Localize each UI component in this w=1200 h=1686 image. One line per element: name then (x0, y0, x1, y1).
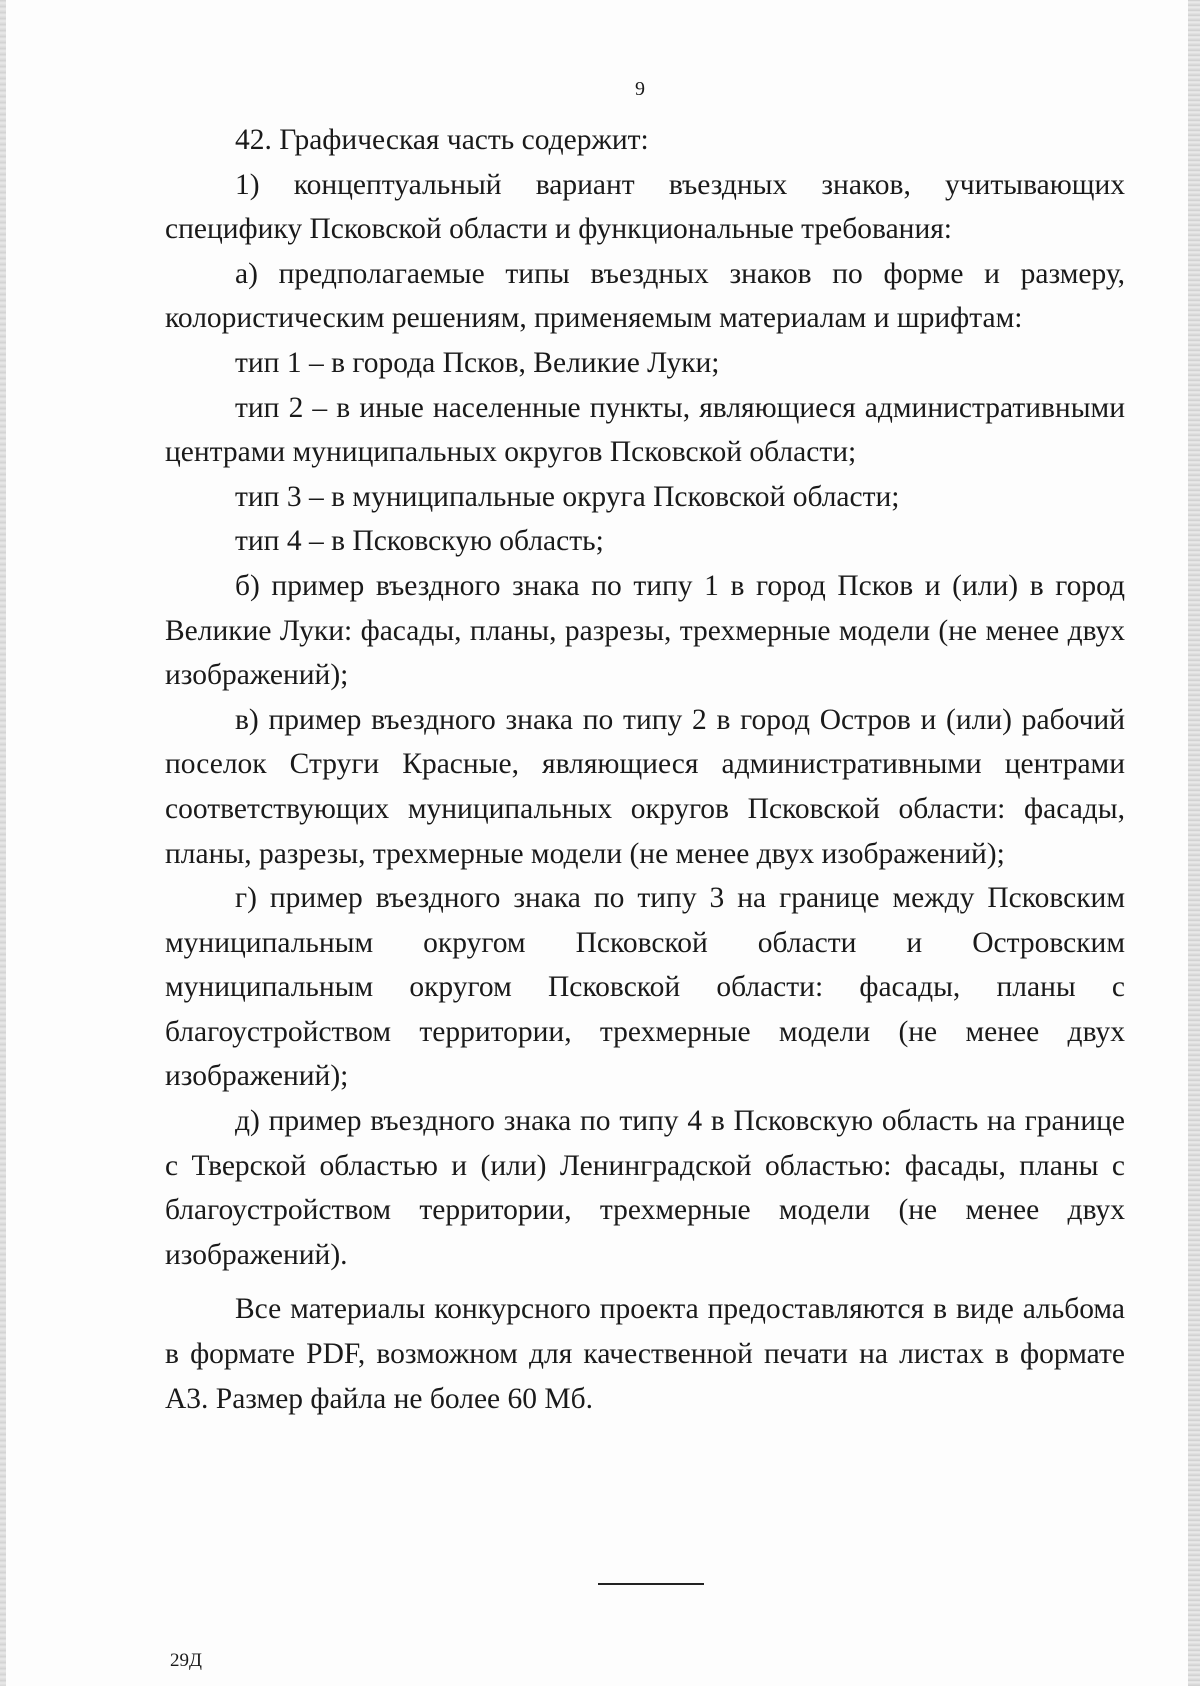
paragraph-item-a: а) предполагаемые типы въездных знаков по форме и размеру, колористическим решениям, применяемым материалам и шрифтам: (165, 257, 1125, 335)
document-body (165, 118, 1125, 1421)
scan-edge-left (0, 0, 6, 1686)
paragraph-item-1: 1) концептуальный вариант въездных знаков, учитывающих специфику Псковской области и функциональные требования: (165, 168, 1125, 246)
paragraph-item-b: б) пример въездного знака по типу 1 в город Псков и (или) в город Великие Луки: фасады, планы, разрезы, трехмерные модели (не менее двух изображений); (165, 569, 1125, 692)
separator-line (598, 1583, 704, 1585)
paragraph-type-3: тип 3 – в муниципальные округа Псковской области; (235, 480, 900, 513)
paragraph-item-g: г) пример въездного знака по типу 3 на границе между Псковским муниципальным округом Псковской области и Островским муниципальным округом Псковской области: фасады, планы с благоустройством территории, трехмерные модели (не менее двух изображений); (165, 882, 1125, 1093)
scan-edge-right (1188, 0, 1200, 1686)
paragraph-item-v: в) пример въездного знака по типу 2 в город Остров и (или) рабочий поселок Струги Красные, являющиеся административными центрами соответствующих муниципальных округов Псковской области: фасады, планы, разрезы, трехмерные модели (не менее двух изображений); (165, 703, 1125, 870)
paragraph-type-1: тип 1 – в города Псков, Великие Луки; (235, 346, 720, 379)
footer-code: 29Д (170, 1650, 202, 1671)
paragraph-type-2: тип 2 – в иные населенные пункты, являющиеся административными центрами муниципальных округов Псковской области; (165, 391, 1125, 469)
paragraph-item-d: д) пример въездного знака по типу 4 в Псковскую область на границе с Тверской областью и (или) Ленинградской областью: фасады, планы с благоустройством территории, трехмерные модели (не менее двух изображений). (165, 1105, 1125, 1271)
page-number: 9 (635, 78, 645, 100)
paragraph-42-heading: 42. Графическая часть содержит: (235, 124, 649, 156)
paragraph-materials: Все материалы конкурсного проекта предоставляются в виде альбома в формате PDF, возможном для качественной печати на листах в формате А3. Размер файла не более 60 Мб. (165, 1293, 1125, 1415)
paragraph-type-4: тип 4 – в Псковскую область; (235, 525, 604, 558)
